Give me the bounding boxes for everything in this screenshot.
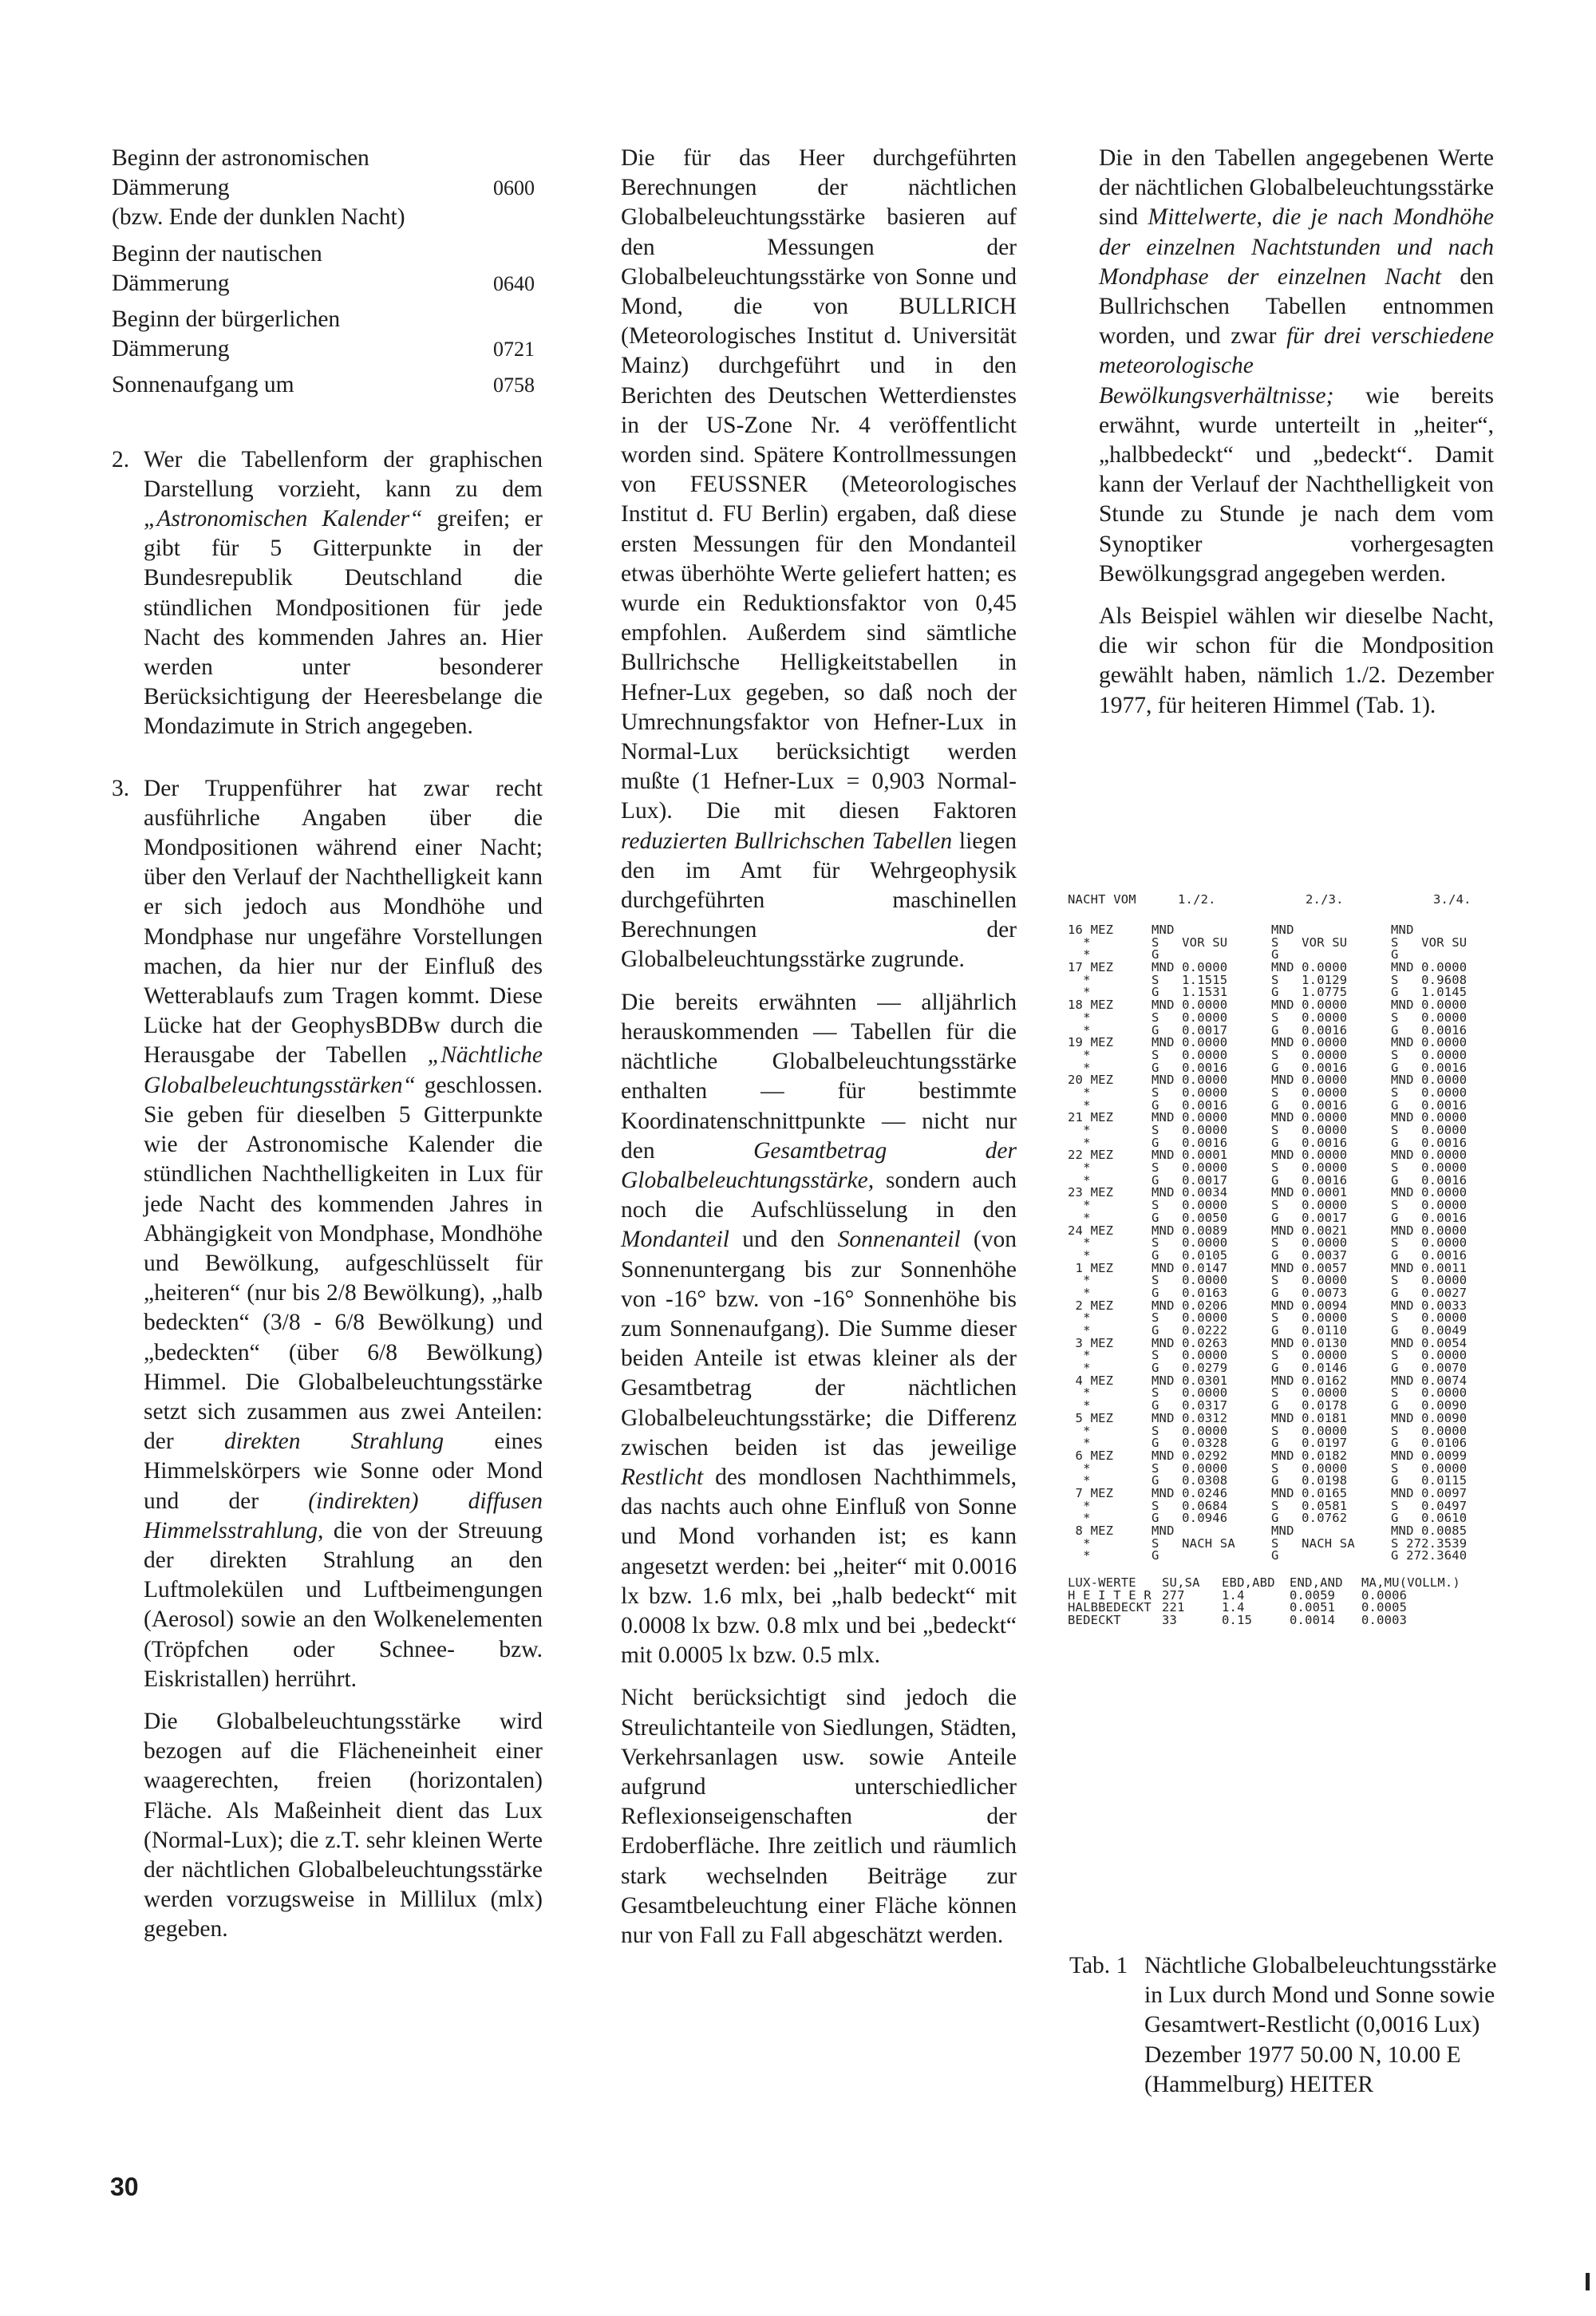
item-number: 2. bbox=[112, 446, 130, 472]
table-cell: G bbox=[1152, 1548, 1159, 1563]
table-cell: S 0.0000 bbox=[1152, 1047, 1228, 1062]
emphasis: direkten Strahlung bbox=[223, 1429, 444, 1455]
table-cell: MND 0.0000 bbox=[1271, 1110, 1348, 1125]
row-label: * bbox=[1068, 1085, 1091, 1100]
edge-mark bbox=[1586, 2273, 1590, 2290]
emphasis: Restlicht bbox=[621, 1464, 704, 1490]
table-cell: MND 0.0034 bbox=[1152, 1185, 1228, 1200]
table-cell: S 0.0000 bbox=[1152, 1310, 1228, 1326]
caption-label: Tab. 1 bbox=[1069, 1953, 1128, 1978]
lux-cell: BEDECKT bbox=[1068, 1613, 1121, 1628]
header-night: 2./3. bbox=[1306, 892, 1344, 907]
table-cell: MND 0.0000 bbox=[1391, 1148, 1468, 1163]
row-label: * bbox=[1068, 985, 1091, 1000]
emphasis: Mondanteil bbox=[621, 1227, 730, 1253]
emphasis: für drei verschiedene meteorologische Bewölkungsverhältnisse; bbox=[1099, 323, 1494, 409]
twilight-item bbox=[112, 239, 535, 298]
row-label: * bbox=[1068, 1498, 1091, 1513]
table-cell: S 0.0000 bbox=[1152, 1273, 1228, 1288]
table-cell: G 0.0016 bbox=[1391, 1210, 1468, 1225]
lux-cell: 33 bbox=[1162, 1613, 1178, 1628]
table-cell: G 0.0016 bbox=[1152, 1097, 1228, 1113]
row-label: * bbox=[1068, 1436, 1091, 1451]
table-cell: G 0.0762 bbox=[1271, 1511, 1348, 1526]
row-label: 18 MEZ bbox=[1068, 998, 1114, 1013]
table-cell: G bbox=[1271, 947, 1279, 962]
right-column bbox=[1099, 144, 1494, 733]
table-cell: MND 0.0000 bbox=[1271, 1035, 1348, 1050]
twilight-label: Dämmerung bbox=[112, 270, 230, 296]
table-cell: MND 0.0094 bbox=[1271, 1298, 1348, 1313]
row-label: 6 MEZ bbox=[1068, 1448, 1114, 1463]
header-night: 3./4. bbox=[1433, 892, 1472, 907]
table-cell: MND 0.0182 bbox=[1271, 1448, 1348, 1463]
row-label: 4 MEZ bbox=[1068, 1373, 1114, 1388]
table-cell: S 0.0000 bbox=[1391, 1348, 1468, 1363]
table-cell: S 0.0000 bbox=[1271, 1198, 1348, 1213]
row-label: * bbox=[1068, 1511, 1091, 1526]
table-cell: MND 0.0033 bbox=[1391, 1298, 1468, 1313]
table-cell: S VOR SU bbox=[1152, 935, 1228, 950]
row-label: * bbox=[1068, 1047, 1091, 1062]
row-label: 24 MEZ bbox=[1068, 1223, 1114, 1238]
table-cell: MND 0.0000 bbox=[1391, 1110, 1468, 1125]
row-label: 5 MEZ bbox=[1068, 1410, 1114, 1425]
table-cell: MND 0.0000 bbox=[1391, 960, 1468, 975]
table-cell: G 0.0197 bbox=[1271, 1436, 1348, 1451]
table-cell: S 0.0000 bbox=[1391, 1160, 1468, 1176]
table-cell: MND bbox=[1271, 1524, 1294, 1538]
page-number: 30 bbox=[110, 2172, 139, 2201]
lux-cell: MA,MU(VOLLM.) bbox=[1361, 1575, 1460, 1591]
text: sondern auch noch die Aufschlüsselung in den bbox=[621, 1167, 1017, 1223]
table-cell: G 1.1531 bbox=[1152, 985, 1228, 1000]
table-cell: MND 0.0292 bbox=[1152, 1448, 1228, 1463]
table-cell: S NACH SA bbox=[1152, 1535, 1235, 1551]
item-number: 3. bbox=[112, 775, 130, 801]
lux-cell: 0.0059 bbox=[1290, 1587, 1336, 1603]
table-caption bbox=[1069, 1951, 1500, 2100]
table-cell: G 0.0017 bbox=[1152, 1172, 1228, 1188]
table-cell: G 0.0050 bbox=[1152, 1210, 1228, 1225]
table-cell: G 0.0073 bbox=[1271, 1285, 1348, 1300]
lux-cell: SU,SA bbox=[1162, 1575, 1200, 1591]
table-cell: MND 0.0000 bbox=[1391, 1223, 1468, 1238]
table-cell: G bbox=[1271, 1548, 1279, 1563]
twilight-time: 0721 bbox=[493, 338, 535, 362]
list-item-3 bbox=[112, 774, 543, 1945]
row-label: * bbox=[1068, 1310, 1091, 1326]
table-cell: G 0.0016 bbox=[1391, 1247, 1468, 1263]
table-cell: MND 0.0312 bbox=[1152, 1410, 1228, 1425]
row-label: * bbox=[1068, 1135, 1091, 1150]
table-cell: MND 0.0000 bbox=[1271, 1073, 1348, 1088]
text: (von Sonnenuntergang bis zur Sonnenhöhe von -16° bzw. von -16° Sonnenhöhe bis zum Sonnenaufgang). Die Summe dieser beiden Anteile ist etwas kleiner als der Gesamtbetrag der nächtlichen Globalbeleuchtungsstärke; die Differenz zwischen beiden ist das jeweilige bbox=[621, 1227, 1017, 1460]
table-cell: S 1.1515 bbox=[1152, 972, 1228, 987]
paragraph bbox=[621, 144, 1017, 975]
row-label: 17 MEZ bbox=[1068, 960, 1114, 975]
table-cell: MND 0.0246 bbox=[1152, 1485, 1228, 1500]
row-label: * bbox=[1068, 1172, 1091, 1188]
table-cell: S 0.0000 bbox=[1391, 1235, 1468, 1251]
table-cell: MND 0.0000 bbox=[1391, 998, 1468, 1013]
luminance-table bbox=[1068, 894, 1515, 1627]
text: eines Himmelskörpers wie Sonne oder Mond und der bbox=[144, 1429, 543, 1514]
table-cell: G 0.0016 bbox=[1391, 1060, 1468, 1075]
table-cell: MND 0.0000 bbox=[1152, 1110, 1228, 1125]
paragraph bbox=[621, 988, 1017, 1671]
twilight-label: Beginn der bürgerlichen bbox=[112, 306, 341, 333]
table-cell: S VOR SU bbox=[1391, 935, 1468, 950]
table-cell: MND 0.0000 bbox=[1152, 1035, 1228, 1050]
table-cell: S 0.0000 bbox=[1391, 1047, 1468, 1062]
row-label: * bbox=[1068, 1198, 1091, 1213]
table-cell: S 272.3539 bbox=[1391, 1535, 1468, 1551]
row-label: 19 MEZ bbox=[1068, 1035, 1114, 1050]
twilight-item bbox=[112, 305, 535, 364]
twilight-times bbox=[112, 144, 535, 401]
table-cell: MND 0.0165 bbox=[1271, 1485, 1348, 1500]
text: die von der Streuung der direkten Strahlung an den Luftmolekülen und Luftbeimengungen (Aerosol) sowie an den Wolkenelementen (Tröpfchen oder Schnee- bzw. Eiskristallen) herrührt. bbox=[144, 1517, 543, 1692]
table-cell: G 0.0946 bbox=[1152, 1511, 1228, 1526]
emphasis: Mittelwerte, die je nach Mondhöhe der einzelnen Nachtstunden und nach Mondphase der einzelnen Nacht bbox=[1099, 204, 1494, 290]
table-cell: G 0.0016 bbox=[1391, 1022, 1468, 1037]
table-cell: G 0.0070 bbox=[1391, 1361, 1468, 1376]
table-cell: S 0.0000 bbox=[1391, 1123, 1468, 1137]
row-label: * bbox=[1068, 947, 1091, 962]
table-cell: S 0.0000 bbox=[1271, 1348, 1348, 1363]
row-label: 16 MEZ bbox=[1068, 923, 1114, 937]
row-label: * bbox=[1068, 1247, 1091, 1263]
lux-cell: 0.0014 bbox=[1290, 1613, 1336, 1628]
twilight-time: 0600 bbox=[493, 176, 535, 200]
table-cell: MND 0.0097 bbox=[1391, 1485, 1468, 1500]
table-cell: S 0.0000 bbox=[1391, 1198, 1468, 1213]
twilight-label: Sonnenaufgang um bbox=[112, 372, 294, 398]
paragraph bbox=[144, 445, 543, 742]
table-cell: S 0.0497 bbox=[1391, 1498, 1468, 1513]
row-label: * bbox=[1068, 935, 1091, 950]
lux-cell: 0.0051 bbox=[1290, 1600, 1336, 1615]
table-cell: MND 0.0085 bbox=[1391, 1524, 1468, 1538]
row-label: * bbox=[1068, 1423, 1091, 1438]
row-label: * bbox=[1068, 972, 1091, 987]
row-label: * bbox=[1068, 1473, 1091, 1488]
table-cell: G 0.0105 bbox=[1152, 1247, 1228, 1263]
table-cell: S 0.0000 bbox=[1152, 1423, 1228, 1438]
row-label: * bbox=[1068, 1348, 1091, 1363]
row-label: * bbox=[1068, 1160, 1091, 1176]
text: des mondlosen Nachthimmels, das nachts auch ohne Einfluß von Sonne und Mond vorhanden ist; es kann angesetzt werden: bei „heiter“ mit 0.0016 lx bzw. 1.6 mlx, bei „halb bedeckt“ mit 0.0008 lx bzw. 0.8 mlx und bei „bedeckt“ mit 0.0005 lx bzw. 0.5 mlx. bbox=[621, 1464, 1017, 1669]
text: Der Truppenführer hat zwar recht ausführliche Angaben über die Mondpositionen während einer Nacht; über den Verlauf der Nachthelligkeit kann er sich jedoch aus Mondhöhe und Mondphase nur ungefähre Vorstellungen machen, da hier nur der Einfluß des Wetterablaufs zum Tragen kommt. Diese Lücke hat der GeophysBDBw durch die Herausgabe der Tabellen bbox=[144, 775, 543, 1069]
twilight-label: Beginn der astronomischen bbox=[112, 145, 369, 171]
table-cell: S 0.0000 bbox=[1271, 1385, 1348, 1401]
lux-row bbox=[1068, 1614, 1515, 1627]
table-cell: G 0.0163 bbox=[1152, 1285, 1228, 1300]
lux-cell: EBD,ABD bbox=[1222, 1575, 1275, 1591]
row-label: * bbox=[1068, 1123, 1091, 1137]
text: Die für das Heer durchgeführten Berechnungen der nächtlichen Globalbeleuchtungsstärke basieren auf den Messungen der Globalbeleuchtungsstärke von Sonne und Mond, die von BULLRICH (Meteorologisches Institut d. Universität Mainz) durchgeführt und in den Berichten des Deutschen Wetterdienstes in der US-Zone Nr. 4 veröffentlicht worden sind. Spätere Kontrollmessungen von FEUSSNER (Meteorologisches Institut d. FU Berlin) ergaben, daß diese ersten Messungen für den Mondanteil etwas überhöhte Werte geliefert hatten; es wurde ein Reduktionsfaktor von 0,45 empfohlen. Außerdem sind sämtliche Bullrichsche Helligkeitstabellen in Hefner-Lux gegeben, so daß noch der Umrechnungsfaktor von Hefner-Lux in Normal-Lux berücksichtigt werden mußte (1 Hefner-Lux = 0,903 Normal-Lux). Die mit diesen Faktoren bbox=[621, 145, 1017, 824]
table-cell: MND bbox=[1152, 1524, 1175, 1538]
table-cell: MND 0.0147 bbox=[1152, 1260, 1228, 1275]
twilight-note: (bzw. Ende der dunklen Nacht) bbox=[112, 204, 405, 231]
lux-cell: 1.4 bbox=[1222, 1587, 1245, 1603]
table-cell: S NACH SA bbox=[1271, 1535, 1355, 1551]
row-label: * bbox=[1068, 1097, 1091, 1113]
row-label: 7 MEZ bbox=[1068, 1485, 1114, 1500]
table-cell: G 0.0198 bbox=[1271, 1473, 1348, 1488]
table-cell: G 0.0610 bbox=[1391, 1511, 1468, 1526]
text: den Bullrichschen Tabellen entnommen worden, und zwar bbox=[1099, 263, 1494, 350]
table-cell: S 0.0000 bbox=[1271, 1123, 1348, 1137]
table-cell: MND 0.0001 bbox=[1152, 1148, 1228, 1163]
table-cell: MND 0.0000 bbox=[1152, 998, 1228, 1013]
text: geschlossen. Sie geben für dieselben 5 Gitterpunkte wie der Astronomische Kalender die stündlichen Nachthelligkeiten in Lux für jede Nacht des kommenden Jahres in Abhängigkeit von Mondphase, Mondhöhe und Bewölkung, aufgeschlüsselt für „heiteren“ (nur bis 2/8 Bewölkung), „halb bedeckten“ (3/8 - 6/8 Bewölkung) und „bedeckten“ (über 6/8 Bewölkung) Himmel. Die Globalbeleuchtungsstärke setzt sich zusammen aus zwei Anteilen: der bbox=[144, 1072, 543, 1455]
table-cell: S 0.0000 bbox=[1391, 1423, 1468, 1438]
lux-cell: 277 bbox=[1162, 1587, 1185, 1603]
lux-values bbox=[1068, 1577, 1515, 1627]
table-cell: G 0.0016 bbox=[1271, 1172, 1348, 1188]
table-cell: G 0.0090 bbox=[1391, 1398, 1468, 1413]
table-cell: G 0.0017 bbox=[1152, 1022, 1228, 1037]
row-label: * bbox=[1068, 1060, 1091, 1075]
table-cell: MND 0.0301 bbox=[1152, 1373, 1228, 1388]
emphasis: Sonnenanteil bbox=[837, 1227, 961, 1253]
table-cell: G bbox=[1152, 947, 1159, 962]
text: Die bereits erwähnten — alljährlich herauskommenden — Tabellen für die nächtliche Globalbeleuchtungsstärke enthalten — für bestimmte Koordinatenschnittpunkte — nicht nur den bbox=[621, 989, 1017, 1164]
list-item-2 bbox=[112, 445, 543, 742]
numbered-list bbox=[112, 445, 543, 1945]
table-cell: S 0.0581 bbox=[1271, 1498, 1348, 1513]
row-label: 3 MEZ bbox=[1068, 1335, 1114, 1350]
middle-column bbox=[621, 144, 1017, 1963]
row-label: 22 MEZ bbox=[1068, 1148, 1114, 1163]
lux-cell: LUX-WERTE bbox=[1068, 1575, 1136, 1591]
table-cell: MND 0.0181 bbox=[1271, 1410, 1348, 1425]
table-cell: G 0.0016 bbox=[1391, 1097, 1468, 1113]
caption-location: Dezember 1977 50.00 N, 10.00 E (Hammelburg) HEITER bbox=[1144, 2041, 1461, 2097]
table-body bbox=[1068, 924, 1515, 1563]
table-cell: MND 0.0162 bbox=[1271, 1373, 1348, 1388]
table-cell: G 1.0775 bbox=[1271, 985, 1348, 1000]
table-cell: MND bbox=[1391, 923, 1414, 937]
lux-cell: 0.0003 bbox=[1361, 1613, 1408, 1628]
table-cell: S 1.0129 bbox=[1271, 972, 1348, 987]
lux-cell: 0.15 bbox=[1222, 1613, 1253, 1628]
table-cell: MND bbox=[1271, 923, 1294, 937]
row-label: * bbox=[1068, 1398, 1091, 1413]
table-cell: S VOR SU bbox=[1271, 935, 1348, 950]
lux-cell: 0.0006 bbox=[1361, 1587, 1408, 1603]
table-cell: S 0.0000 bbox=[1271, 1160, 1348, 1176]
row-label: * bbox=[1068, 1385, 1091, 1401]
text: liegen den im Amt für Wehrgeophysik durchgeführten maschinellen Berechnungen der Globalbeleuchtungsstärke zugrunde. bbox=[621, 828, 1017, 973]
table-cell: S 0.0000 bbox=[1391, 1010, 1468, 1025]
text: und den bbox=[729, 1227, 838, 1253]
table-cell: S 0.0000 bbox=[1271, 1273, 1348, 1288]
header-night: 1./2. bbox=[1178, 892, 1216, 907]
table-cell: MND 0.0000 bbox=[1152, 960, 1228, 975]
table-cell: MND 0.0000 bbox=[1271, 998, 1348, 1013]
lux-cell: 1.4 bbox=[1222, 1600, 1245, 1615]
text: Wer die Tabellenform der graphischen Darstellung vorzieht, kann zu dem bbox=[144, 446, 543, 502]
text: greifen; er gibt für 5 Gitterpunkte in der Bundesrepublik Deutschland die stündlichen Mondpositionen für jede Nacht des kommenden Jahres an. Hier werden unter besonderer Berücksichtigung der Heeresbelange die Mondazimute in Strich angegeben. bbox=[144, 506, 543, 740]
table-cell: S 0.0684 bbox=[1152, 1498, 1228, 1513]
table-cell: S 0.0000 bbox=[1271, 1423, 1348, 1438]
table-cell: G 0.0037 bbox=[1271, 1247, 1348, 1263]
table-cell: S 0.0000 bbox=[1152, 1010, 1228, 1025]
table-cell: G 0.0049 bbox=[1391, 1323, 1468, 1338]
table-cell: G 0.0110 bbox=[1271, 1323, 1348, 1338]
twilight-item bbox=[112, 144, 535, 233]
table-cell: MND 0.0011 bbox=[1391, 1260, 1468, 1275]
table-cell: S 0.0000 bbox=[1152, 1460, 1228, 1476]
table-cell: G 272.3640 bbox=[1391, 1548, 1468, 1563]
table-cell: G 0.0016 bbox=[1152, 1135, 1228, 1150]
table-cell: G 1.0145 bbox=[1391, 985, 1468, 1000]
table-cell: G 0.0317 bbox=[1152, 1398, 1228, 1413]
table-cell: S 0.0000 bbox=[1271, 1085, 1348, 1100]
table-cell: S 0.0000 bbox=[1152, 1123, 1228, 1137]
header-label: NACHT VOM bbox=[1068, 892, 1136, 907]
table-cell: G 0.0178 bbox=[1271, 1398, 1348, 1413]
paragraph: Nicht berücksichtigt sind jedoch die Streulichtanteile von Siedlungen, Städten, Verkehrsanlagen usw. sowie Anteile aufgrund unterschiedlicher Reflexionseigenschaften der Erdoberfläche. Ihre zeitlich und räumlich stark wechselnden Beiträge zur Gesamtbeleuchtung einer Fläche können nur von Fall zu Fall abgeschätzt werden. bbox=[621, 1685, 1017, 1948]
table-header bbox=[1068, 894, 1515, 924]
table-cell: S 0.0000 bbox=[1271, 1047, 1348, 1062]
left-column bbox=[112, 144, 543, 1958]
lux-cell: 221 bbox=[1162, 1600, 1185, 1615]
table-cell: G 0.0027 bbox=[1391, 1285, 1468, 1300]
row-label: 20 MEZ bbox=[1068, 1073, 1114, 1088]
row-label: 2 MEZ bbox=[1068, 1298, 1114, 1313]
table-cell: G 0.0279 bbox=[1152, 1361, 1228, 1376]
row-label: * bbox=[1068, 1285, 1091, 1300]
table-cell: MND 0.0206 bbox=[1152, 1298, 1228, 1313]
table-cell: MND 0.0074 bbox=[1391, 1373, 1468, 1388]
table-cell: S 0.0000 bbox=[1152, 1348, 1228, 1363]
table-cell: S 0.0000 bbox=[1152, 1235, 1228, 1251]
row-label: * bbox=[1068, 1210, 1091, 1225]
table-cell: S 0.0000 bbox=[1271, 1460, 1348, 1476]
table-cell: MND 0.0090 bbox=[1391, 1410, 1468, 1425]
table-cell: MND 0.0000 bbox=[1152, 1073, 1228, 1088]
row-label: * bbox=[1068, 1535, 1091, 1551]
emphasis: reduzierten Bullrichschen Tabellen bbox=[621, 828, 953, 854]
table-cell: MND 0.0057 bbox=[1271, 1260, 1348, 1275]
twilight-time: 0758 bbox=[493, 373, 535, 397]
table-cell: S 0.0000 bbox=[1391, 1385, 1468, 1401]
paragraph: Als Beispiel wählen wir dieselbe Nacht, die wir schon für die Mondposition gewählt haben, nämlich 1./2. Dezember 1977, für heiteren Himmel (Tab. 1). bbox=[1099, 603, 1494, 718]
emphasis: (indirekten) diffusen Himmelsstrahlung, bbox=[144, 1488, 543, 1543]
table-cell: G 0.0016 bbox=[1271, 1135, 1348, 1150]
paragraph bbox=[144, 774, 543, 1694]
lux-cell: END,AND bbox=[1290, 1575, 1343, 1591]
row-label: * bbox=[1068, 1361, 1091, 1376]
row-label: * bbox=[1068, 1323, 1091, 1338]
table-cell: S 0.0000 bbox=[1391, 1273, 1468, 1288]
table-cell: S 0.0000 bbox=[1391, 1310, 1468, 1326]
twilight-time: 0640 bbox=[493, 271, 535, 295]
emphasis: „Nächtliche Globalbeleuchtungsstärken“ bbox=[144, 1042, 543, 1098]
twilight-label: Beginn der nautischen bbox=[112, 240, 322, 267]
row-label: * bbox=[1068, 1022, 1091, 1037]
paragraph: Die Globalbeleuchtungsstärke wird bezogen auf die Flächeneinheit einer waagerechten, freien (horizontalen) Fläche. Als Maßeinheit dient das Lux (Normal-Lux); die z.T. sehr kleinen Werte der nächtlichen Globalbeleuchtungsstärke werden vorzugsweise in Millilux (mlx) gegeben. bbox=[144, 1708, 543, 1943]
twilight-item bbox=[112, 370, 535, 400]
table-cell: S 0.0000 bbox=[1152, 1085, 1228, 1100]
table-cell: S 0.9608 bbox=[1391, 972, 1468, 987]
table-cell: S 0.0000 bbox=[1152, 1198, 1228, 1213]
table-cell: S 0.0000 bbox=[1152, 1385, 1228, 1401]
text: Die in den Tabellen angegebenen Werte der nächtlichen Globalbeleuchtungsstärke sind bbox=[1099, 145, 1494, 231]
table-cell: MND 0.0021 bbox=[1271, 1223, 1348, 1238]
table-cell: MND 0.0000 bbox=[1391, 1185, 1468, 1200]
row-label: 1 MEZ bbox=[1068, 1260, 1114, 1275]
caption-text: Nächtliche Globalbeleuchtungsstärke in Lux durch Mond und Sonne sowie Gesamtwert-Restlicht (0,0016 Lux) bbox=[1144, 1953, 1497, 2038]
table-cell: S 0.0000 bbox=[1271, 1010, 1348, 1025]
table-cell: MND 0.0001 bbox=[1271, 1185, 1348, 1200]
table-cell: G 0.0017 bbox=[1271, 1210, 1348, 1225]
row-label: 21 MEZ bbox=[1068, 1110, 1114, 1125]
table-cell: MND 0.0000 bbox=[1271, 960, 1348, 975]
table-cell: G 0.0222 bbox=[1152, 1323, 1228, 1338]
twilight-label: Dämmerung bbox=[112, 336, 230, 362]
table-cell: MND bbox=[1152, 923, 1175, 937]
table-cell: MND 0.0000 bbox=[1391, 1073, 1468, 1088]
table-cell: G 0.0016 bbox=[1271, 1060, 1348, 1075]
emphasis: „Astronomischen Kalender“ bbox=[144, 506, 423, 532]
row-label: 8 MEZ bbox=[1068, 1524, 1114, 1538]
table-cell: G 0.0016 bbox=[1391, 1135, 1468, 1150]
table-cell: G 0.0016 bbox=[1391, 1172, 1468, 1188]
table-cell: S 0.0000 bbox=[1152, 1160, 1228, 1176]
table-cell: G 0.0328 bbox=[1152, 1436, 1228, 1451]
table-cell: MND 0.0000 bbox=[1271, 1148, 1348, 1163]
twilight-label: Dämmerung bbox=[112, 175, 230, 201]
table-cell: S 0.0000 bbox=[1271, 1310, 1348, 1326]
table-cell: MND 0.0263 bbox=[1152, 1335, 1228, 1350]
paragraph bbox=[1099, 144, 1494, 589]
lux-cell: 0.0005 bbox=[1361, 1600, 1408, 1615]
row-label: 23 MEZ bbox=[1068, 1185, 1114, 1200]
row-label: * bbox=[1068, 1010, 1091, 1025]
row-label: * bbox=[1068, 1548, 1091, 1563]
table-cell: G 0.0308 bbox=[1152, 1473, 1228, 1488]
row-label: * bbox=[1068, 1273, 1091, 1288]
lux-cell: H E I T E R bbox=[1068, 1587, 1152, 1603]
table-cell: MND 0.0054 bbox=[1391, 1335, 1468, 1350]
lux-cell: HALBBEDECKT bbox=[1068, 1600, 1152, 1615]
emphasis: Gesamtbetrag der Globalbeleuchtungsstärke, bbox=[621, 1137, 1017, 1193]
table-cell: S 0.0000 bbox=[1391, 1460, 1468, 1476]
table-cell: G 0.0146 bbox=[1271, 1361, 1348, 1376]
text: wie bereits erwähnt, wurde unterteilt in „heiter“, „halbbedeckt“ und „bedeckt“. Damit kann der Verlauf der Nachthelligkeit von Stunde zu Stunde je nach dem vom Synoptiker vorhergesagten Bewölkungsgrad angegeben werden. bbox=[1099, 382, 1494, 587]
table-cell: MND 0.0099 bbox=[1391, 1448, 1468, 1463]
table-cell: MND 0.0089 bbox=[1152, 1223, 1228, 1238]
table-cell: G 0.0016 bbox=[1271, 1097, 1348, 1113]
table-cell: G 0.0016 bbox=[1271, 1022, 1348, 1037]
table-cell: G 0.0016 bbox=[1152, 1060, 1228, 1075]
table-cell: G 0.0115 bbox=[1391, 1473, 1468, 1488]
table-cell: MND 0.0130 bbox=[1271, 1335, 1348, 1350]
table-cell: G bbox=[1391, 947, 1399, 962]
row-label: * bbox=[1068, 1460, 1091, 1476]
table-cell: S 0.0000 bbox=[1391, 1085, 1468, 1100]
table-cell: G 0.0106 bbox=[1391, 1436, 1468, 1451]
table-cell: MND 0.0000 bbox=[1391, 1035, 1468, 1050]
row-label: * bbox=[1068, 1235, 1091, 1251]
table-cell: S 0.0000 bbox=[1271, 1235, 1348, 1251]
